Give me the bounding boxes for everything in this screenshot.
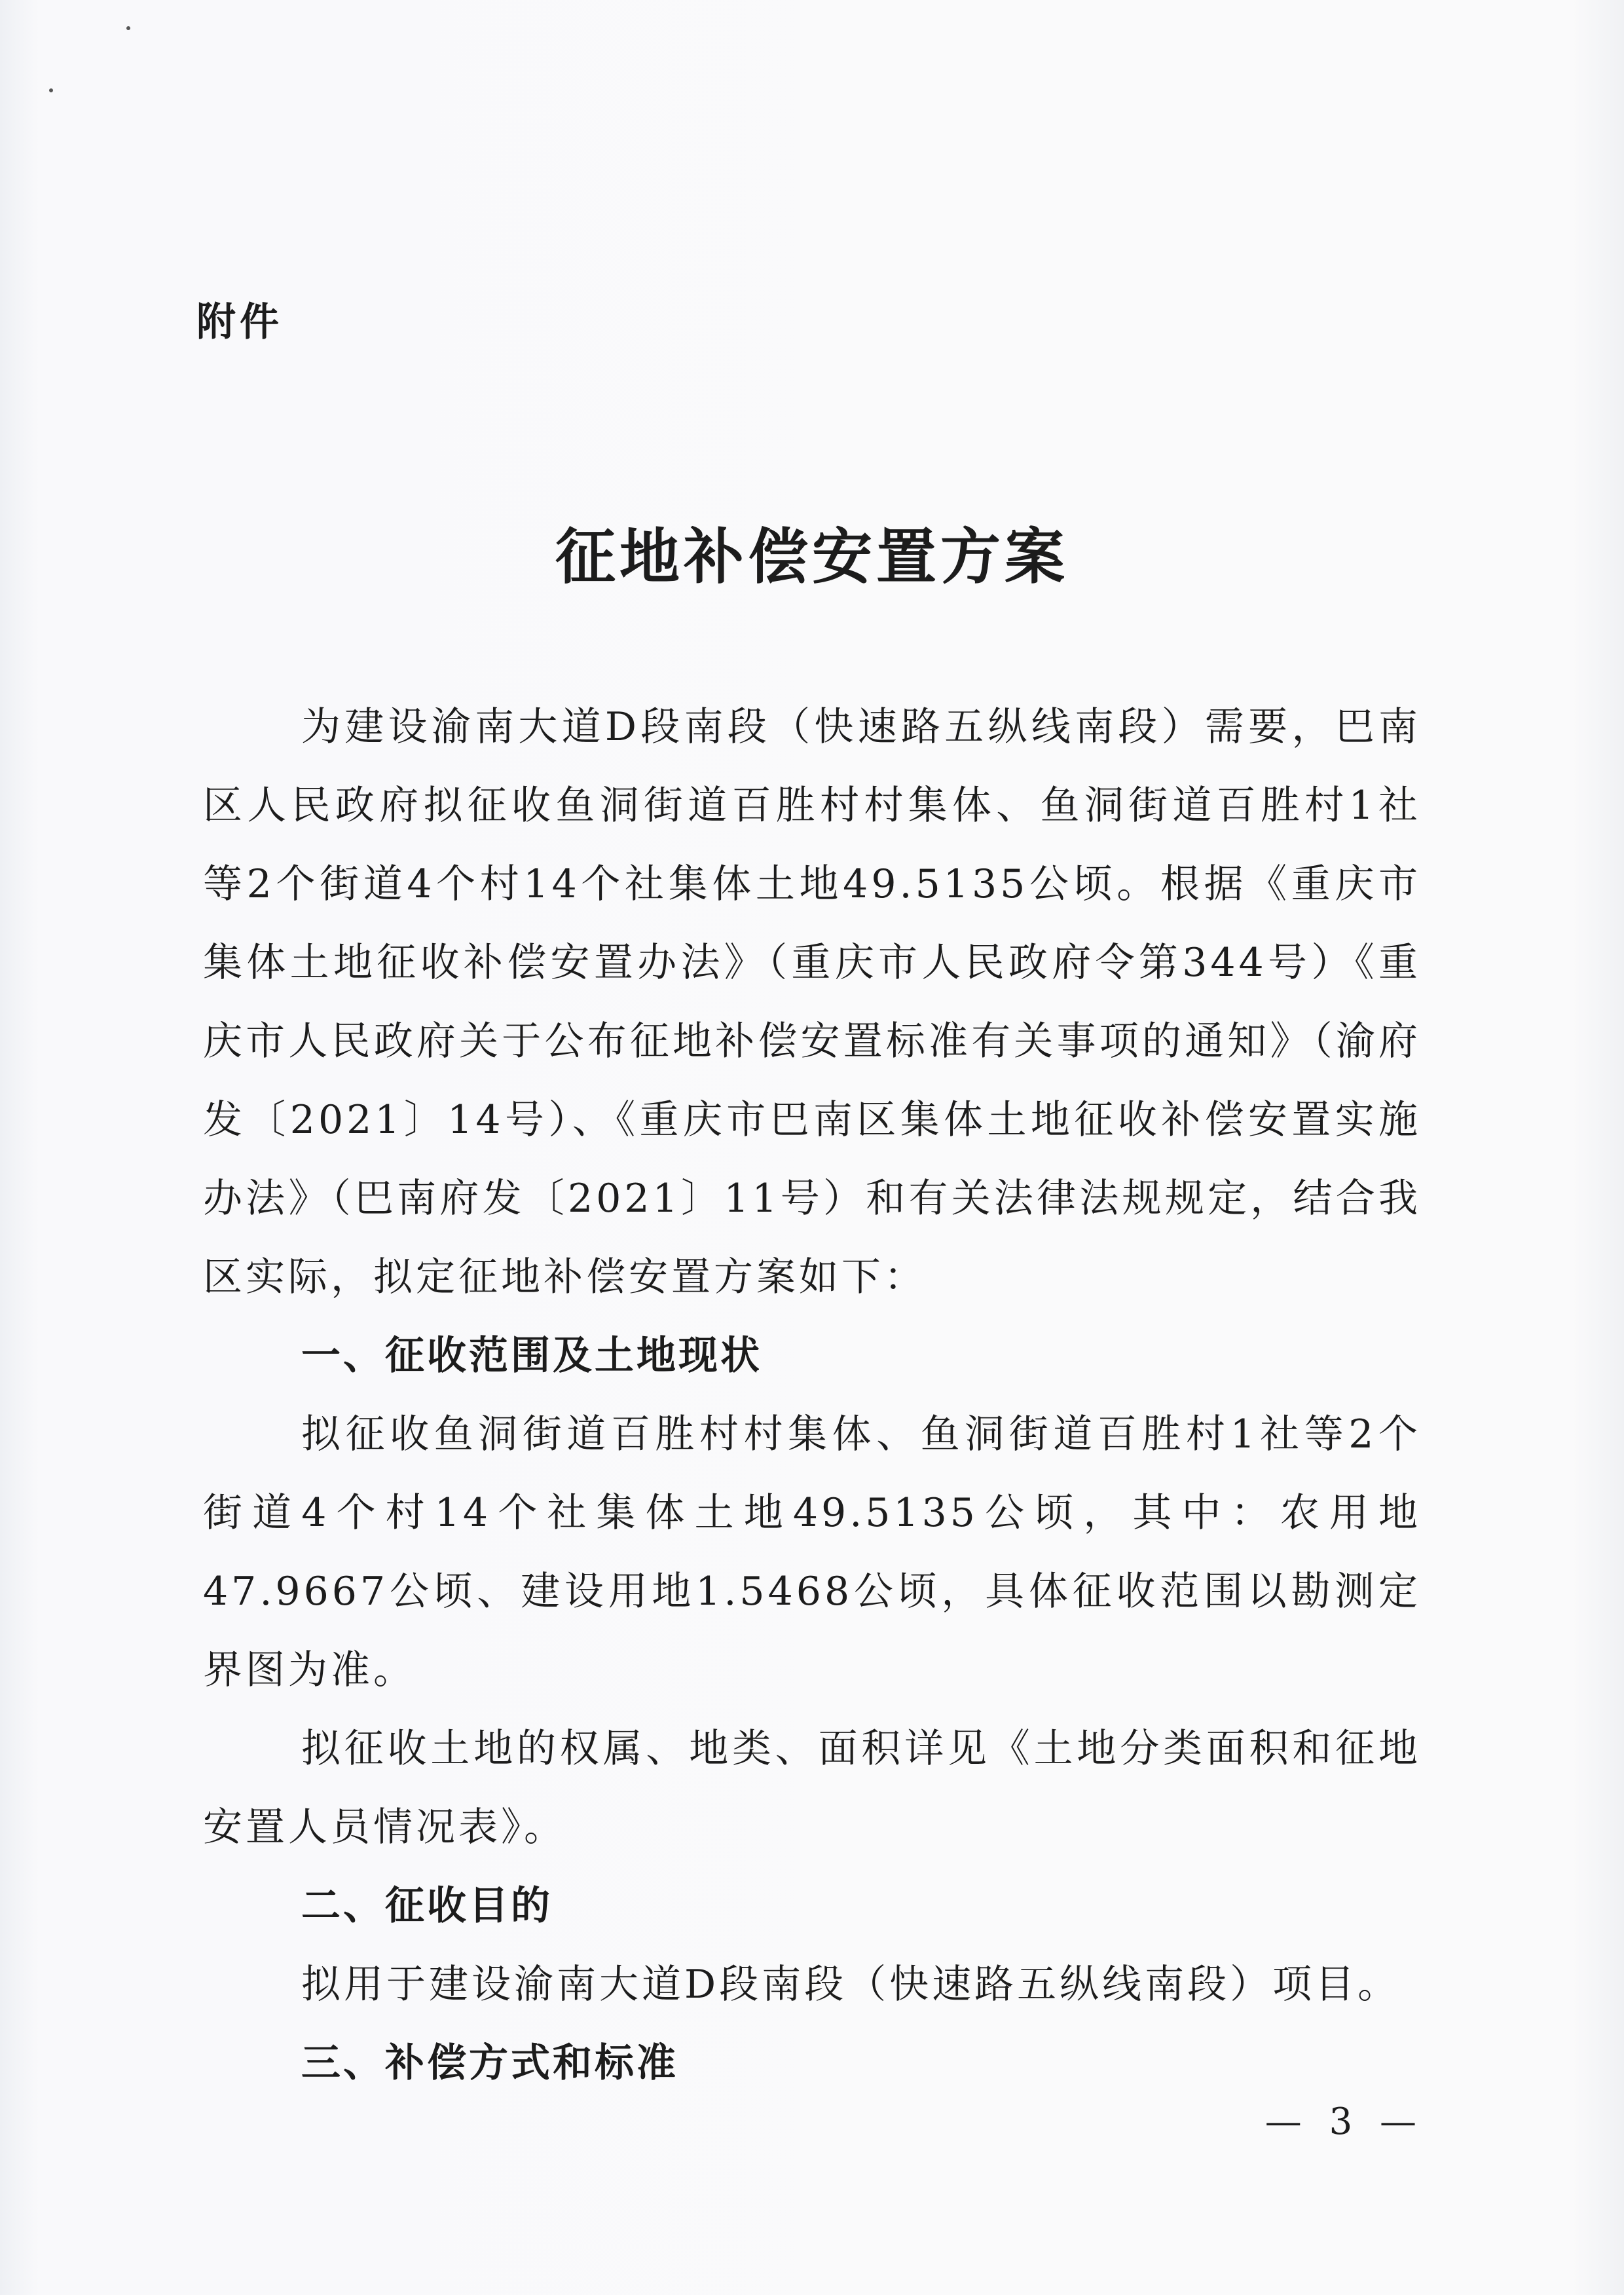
scan-speck	[126, 26, 130, 30]
section-heading-scope: 一、征收范围及土地现状	[301, 1333, 762, 1379]
document-body	[203, 688, 1421, 2102]
scan-speck	[49, 88, 53, 92]
document-title: 征地补偿安置方案	[555, 521, 1069, 592]
scope-paragraph: 拟征收鱼洞街道百胜村村集体、鱼洞街道百胜村1社等2个街道4个村14个社集体土地49.5135公顷，其中：农用地47.9667公顷、建设用地1.5468公顷，具体征收范围以勘测定界图为准。	[203, 1411, 1421, 1693]
purpose-paragraph: 拟用于建设渝南大道D段南段（快速路五纵线南段）项目。	[301, 1962, 1401, 2007]
page-number: — 3 —	[1264, 2100, 1424, 2143]
intro-paragraph: 为建设渝南大道D段南段（快速路五纵线南段）需要，巴南区人民政府拟征收鱼洞街道百胜村村集体、鱼洞街道百胜村1社等2个街道4个村14个社集体土地49.5135公顷。根据《重庆市集体土地征收补偿安置办法》（重庆市人民政府令第344号）《重庆市人民政府关于公布征地补偿安置标准有关事项的通知》（渝府发〔2021〕14号）、《重庆市巴南区集体土地征收补偿安置实施办法》（巴南府发〔2021〕11号）和有关法律法规规定，结合我区实际，拟定征地补偿安置方案如下：	[203, 704, 1421, 1300]
attachment-label: 附件	[196, 299, 283, 345]
section-heading-compensation: 三、补偿方式和标准	[301, 2040, 678, 2086]
ownership-paragraph: 拟征收土地的权属、地类、面积详见《土地分类面积和征地安置人员情况表》。	[203, 1726, 1421, 1850]
section-heading-purpose: 二、征收目的	[301, 1883, 553, 1929]
